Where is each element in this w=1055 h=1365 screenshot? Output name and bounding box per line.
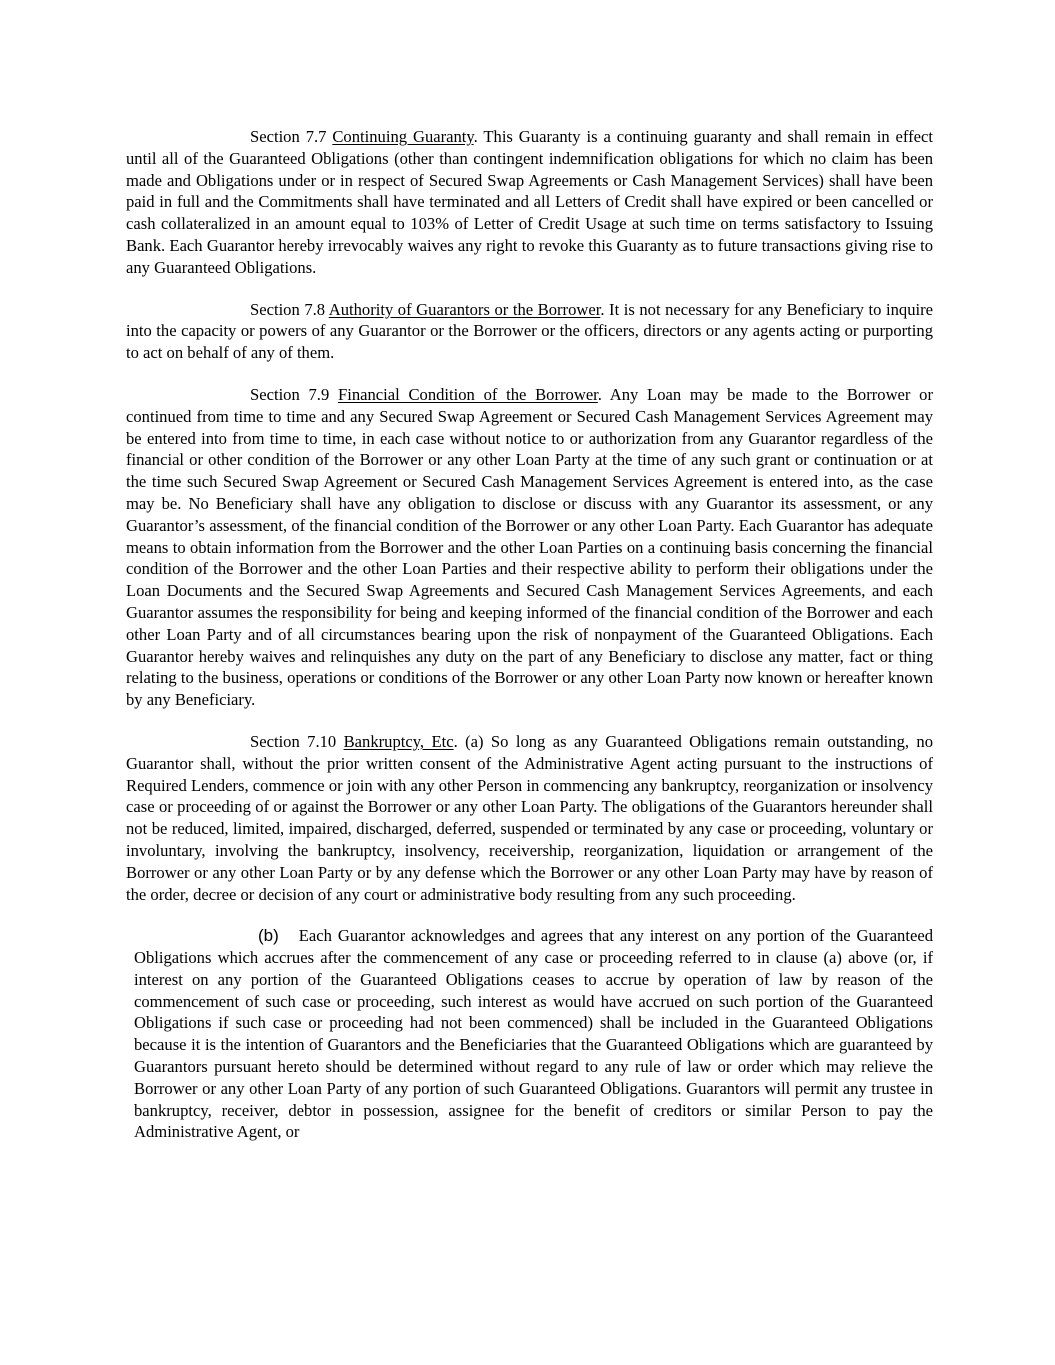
document-page (126, 126, 933, 1143)
section-number: Section 7.7 (250, 127, 327, 146)
section-body: . This Guaranty is a continuing guaranty and shall remain in effect until all of the Guaranteed Obligations (other than contingent indemnification obligations for which no claim has been made and Obligations under or in respect of Secured Swap Agreements or Cash Management Services) shall have been paid in full and the Commitments shall have terminated and all Letters of Credit shall have expired or been cancelled or cash collateralized in an amount equal to 103% of Letter of Credit Usage at such time on terms satisfactory to Issuing Bank. Each Guarantor hereby irrevocably waives any right to revoke this Guaranty as to future transactions giving rise to any Guaranteed Obligations. (126, 127, 933, 277)
section-title: Bankruptcy, Etc (343, 731, 454, 751)
clause-b (126, 925, 933, 1143)
section-number: Section 7.8 (250, 299, 326, 319)
section-body: . It is not necessary for any Beneficiary to inquire into the capacity or powers of any Guarantor or the Borrower or the officers, directors or any agents acting or purporting to act on behalf of any of them. (126, 299, 933, 363)
section-title: Continuing Guaranty (332, 127, 474, 146)
section-7-7 (126, 126, 933, 279)
section-number: Section 7.10 (250, 731, 337, 751)
section-number: Section 7.9 (250, 384, 330, 404)
section-7-8 (126, 299, 933, 364)
clause-letter: (b) (258, 926, 279, 946)
section-title: Financial Condition of the Borrower (337, 384, 598, 404)
section-body: . (a) So long as any Guaranteed Obligations remain outstanding, no Guarantor shall, without the prior written consent of the Administrative Agent acting pursuant to the instructions of Required Lenders, commence or join with any other Person in commencing any bankruptcy, reorganization or insolvency case or proceeding of or against the Borrower or any other Loan Party. The obligations of the Guarantors hereunder shall not be reduced, limited, impaired, discharged, deferred, suspended or terminated by any case or proceeding, voluntary or involuntary, involving the bankruptcy, insolvency, receivership, reorganization, liquidation or arrangement of the Borrower or any other Loan Party or by any defense which the Borrower or any other Loan Party may have by reason of the order, decree or decision of any court or administrative body resulting from any such proceeding. (126, 731, 933, 904)
section-title: Authority of Guarantors or the Borrower (328, 299, 601, 319)
section-body: . Any Loan may be made to the Borrower or continued from time to time and any Secured Swap Agreement or Secured Cash Management Services Agreement may be entered into from time to time, in each case without notice to or authorization from any Guarantor regardless of the financial or other condition of the Borrower or any other Loan Party at the time of any such grant or continuation or at the time such Secured Swap Agreement or Secured Cash Management Services Agreement is entered into, as the case may be. No Beneficiary shall have any obligation to disclose or discuss with any Guarantor its assessment, or any Guarantor’s assessment, of the financial condition of the Borrower or any other Loan Party. Each Guarantor has adequate means to obtain information from the Borrower and the other Loan Parties on a continuing basis concerning the financial condition of the Borrower and the other Loan Parties and their respective ability to perform their obligations under the Loan Documents and the Secured Swap Agreements and Secured Cash Management Services Agreements, and each Guarantor assumes the responsibility for being and keeping informed of the financial condition of the Borrower and each other Loan Party and of all circumstances bearing upon the risk of nonpayment of the Guaranteed Obligations. Each Guarantor hereby waives and relinquishes any duty on the part of any Beneficiary to disclose any matter, fact or thing relating to the business, operations or conditions of the Borrower or any other Loan Party now known or hereafter known by any Beneficiary. (126, 384, 933, 710)
clause-body: Each Guarantor acknowledges and agrees that any interest on any portion of the Guaranteed Obligations which accrues after the commencement of any case or proceeding referred to in clause (a) above (or, if interest on any portion of the Guaranteed Obligations ceases to accrue by operation of law by reason of the commencement of such case or proceeding, such interest as would have accrued on such portion of the Guaranteed Obligations if such case or proceeding had not been commenced) shall be included in the Guaranteed Obligations because it is the intention of Guarantors and the Beneficiaries that the Guaranteed Obligations which are guaranteed by Guarantors pursuant hereto should be determined without regard to any rule of law or order which may relieve the Borrower or any other Loan Party of any portion of such Guaranteed Obligations. Guarantors will permit any trustee in bankruptcy, receiver, debtor in possession, assignee for the benefit of creditors or similar Person to pay the Administrative Agent, or (134, 926, 933, 1142)
section-7-9 (126, 384, 933, 711)
section-7-10 (126, 731, 933, 905)
